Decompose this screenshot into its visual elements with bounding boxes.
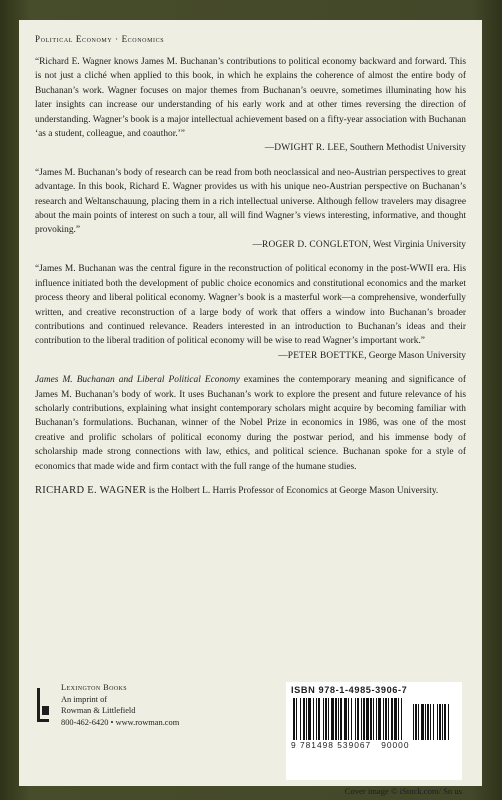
- endorsement-attribution-1: —DWIGHT R. LEE, Southern Methodist University: [264, 143, 466, 154]
- endorser-name-3: —PETER BOETTKE: [278, 350, 365, 361]
- endorser-name-2: —ROGER D. CONGLETON: [252, 239, 369, 250]
- series-label: Political Economy · Economics: [35, 34, 165, 44]
- barcode-bars-icon: [291, 698, 457, 740]
- publisher-parent: Rowman & Littlefield: [61, 706, 136, 716]
- author-bio: [35, 484, 466, 498]
- barcode-digits: 9 781498 539067 90000: [291, 740, 410, 750]
- book-description: [35, 373, 466, 474]
- endorser-affiliation-1: Southern Methodist University: [349, 143, 466, 154]
- publisher-imprint: An imprint of: [61, 694, 108, 704]
- price-code: 90000: [381, 740, 410, 750]
- author-bio-text: is the Holbert L. Harris Professor of Economics at George Mason University.: [148, 485, 439, 496]
- isbn-barcode: [286, 682, 462, 780]
- endorsement-quote-3: “James M. Buchanan was the central figure in the reconstruction of political economy in the post-WWII era. His influence initiated both the development of public choice economics and constitutional economics and the market process theory and liberal political economy. Wagner’s book is a masterful work—a comprehensive, wonderfully written, and creative reconstruction of a large body of work that offers a window into Buchanan’s broader contributions and continued relevance. Readers interested in an introduction to Buchanan’s ideas and their contribution to the liberal tradition of political economy will be wise to read Wagner’s important work.”: [35, 264, 466, 347]
- publisher-contact: 800-462-6420 • www.rowman.com: [61, 717, 180, 727]
- endorser-affiliation-2: West Virginia University: [372, 239, 466, 250]
- publisher-name: Lexington Books: [61, 683, 128, 692]
- description-text: examines the contemporary meaning and significance of James M. Buchanan’s body of work. It uses Buchanan’s work to explore the present and future relevance of his scholarly contributions, explaining what insight contemporary scholars might acquire by becoming familiar with Buchanan’s formulations. Buchanan, winner of the Nobel Prize in economics in 1986, was one of the most creative and prolific scholars of political economy during the postwar period, and his immense body of scholarship made strong connections with law, ethics, and political science. Buchanan spoke for a style of economics that made wide and firm contact with the full range of the humane studies.: [35, 375, 466, 472]
- author-name: RICHARD E. WAGNER: [35, 484, 147, 496]
- endorsement-quote-2: “James M. Buchanan’s body of research can be read from both neoclassical and neo-Austrian perspectives to great advantage. In this book, Richard E. Wagner provides us with his unique neo-Austrian perspective on Buchanan’s research and Weltanschauung, placing them in a rich intellectual universe. Although fellow travelers may disagree about the main points of interest on such a tour, all will find Wagner’s views interesting, informative, and thought provoking.”: [35, 167, 466, 236]
- publisher-block: [35, 682, 179, 728]
- endorsement-attribution-2: —ROGER D. CONGLETON, West Virginia University: [252, 239, 466, 250]
- book-title: James M. Buchanan and Liberal Political Economy: [35, 375, 240, 386]
- isbn-text: ISBN 978-1-4985-3906-7: [291, 685, 408, 695]
- cover-footer: [35, 682, 466, 796]
- publisher-info: [61, 682, 179, 728]
- endorsement-quote-1: “Richard E. Wagner knows James M. Buchanan’s contributions to political economy backward and forward. This is not just a cliché when applied to this book, in which he explains the coherence of almost the entire body of Buchanan’s work. Wagner focuses on major themes from Buchanan’s oeuvre, sometimes illuminating how his later insights can increase our understanding of his early work and at other times reversing the direction of understanding. Wagner’s book is a major intellectual achievement based on a fifty-year association with Buchanan ‘as a student, colleague, and coauthor.’”: [35, 57, 466, 140]
- text-panel: [19, 20, 482, 796]
- publisher-logo-icon: [35, 688, 51, 726]
- endorsement-attribution-3: —PETER BOETTKE, George Mason University: [278, 350, 466, 361]
- endorser-affiliation-3: George Mason University: [368, 350, 466, 361]
- cover-credit: Cover image © iStock.com/ Sn us: [344, 786, 462, 796]
- endorser-name-1: —DWIGHT R. LEE: [264, 143, 346, 154]
